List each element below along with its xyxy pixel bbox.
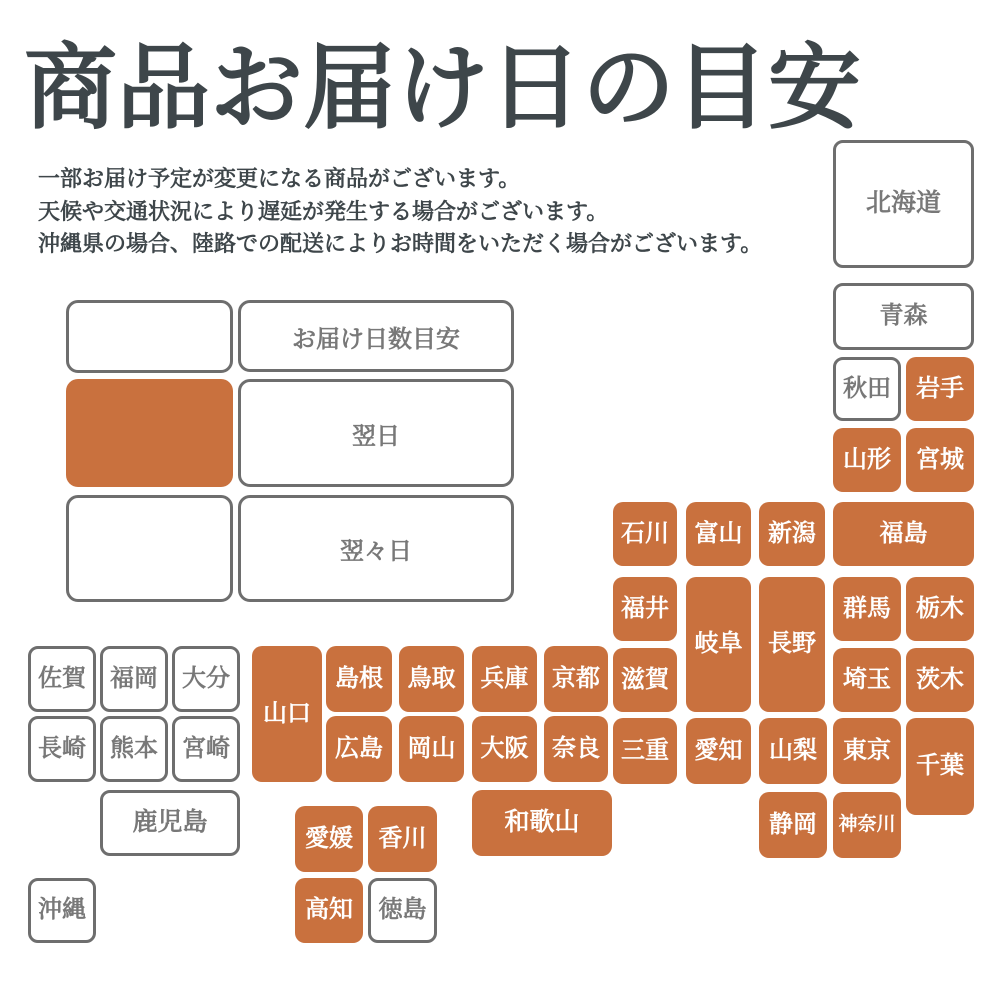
prefecture-box [28, 716, 96, 782]
prefecture-box [472, 716, 537, 782]
prefecture-box [613, 502, 677, 566]
prefecture-box [833, 648, 901, 712]
prefecture-label: 滋賀 [621, 665, 669, 693]
prefecture-label: 愛媛 [305, 824, 353, 852]
prefecture-label: 大阪 [480, 734, 529, 762]
prefecture-label: 静岡 [769, 810, 817, 838]
prefecture-label: 高知 [305, 896, 353, 924]
prefecture-label: 福島 [879, 519, 928, 547]
prefecture-box [833, 502, 974, 566]
prefecture-label: 千葉 [916, 752, 964, 780]
prefecture-box [833, 357, 901, 421]
prefecture-label: 石川 [621, 519, 669, 547]
prefecture-label: 栃木 [916, 594, 964, 622]
prefecture-box [906, 648, 974, 712]
prefecture-label: 富山 [694, 519, 743, 547]
prefecture-box [613, 718, 677, 784]
prefecture-label: 鳥取 [407, 664, 456, 692]
prefecture-label: 広島 [335, 734, 383, 762]
prefecture-label: 新潟 [768, 519, 816, 547]
prefecture-label: 山梨 [769, 736, 817, 764]
prefecture-label: 群馬 [843, 594, 891, 622]
legend-next-day-label: 翌日 [352, 422, 400, 450]
prefecture-label: 徳島 [378, 896, 427, 924]
prefecture-box [833, 428, 901, 492]
prefecture-label: 岐阜 [694, 630, 743, 658]
prefecture-box [906, 718, 974, 815]
prefecture-box [100, 790, 240, 856]
prefecture-box [399, 716, 464, 782]
note-line-1: 一部お届け予定が変更になる商品がございます。 [38, 166, 521, 191]
prefecture-label: 埼玉 [843, 665, 891, 693]
prefecture-box [172, 646, 240, 712]
prefecture-label: 熊本 [110, 734, 158, 762]
prefecture-box [759, 502, 825, 566]
prefecture-label: 香川 [378, 824, 427, 852]
prefecture-box [686, 577, 751, 712]
prefecture-box [833, 283, 974, 350]
prefecture-box [759, 718, 827, 784]
prefecture-label: 神奈川 [838, 813, 896, 835]
prefecture-label: 島根 [335, 664, 383, 692]
prefecture-box [686, 718, 751, 784]
prefecture-label: 福岡 [110, 664, 158, 692]
prefecture-label: 長野 [768, 630, 816, 658]
prefecture-box [833, 577, 901, 641]
prefecture-label: 鹿児島 [132, 808, 208, 837]
note-line-2: 天候や交通状況により遅延が発生する場合がございます。 [38, 198, 609, 224]
prefecture-box [368, 878, 437, 943]
prefecture-box [472, 790, 612, 856]
prefecture-label: 和歌山 [504, 808, 580, 837]
prefecture-label: 青森 [879, 302, 928, 330]
prefecture-box [28, 646, 96, 712]
prefecture-label: 三重 [621, 736, 669, 764]
prefecture-box [686, 502, 751, 566]
prefecture-box [100, 716, 168, 782]
prefecture-label: 長崎 [38, 734, 86, 762]
prefecture-label: 兵庫 [480, 664, 529, 692]
prefecture-box [833, 140, 974, 268]
prefecture-box [252, 646, 322, 782]
prefecture-label: 京都 [552, 664, 600, 692]
legend-header-label: お届け日数目安 [292, 325, 460, 353]
prefecture-box [613, 648, 677, 712]
prefecture-box [613, 577, 677, 641]
prefecture-label: 東京 [843, 736, 891, 764]
prefecture-label: 奈良 [552, 734, 600, 762]
note-line-3: 沖縄県の場合、陸路での配送によりお時間をいただく場合がございます。 [38, 231, 763, 256]
prefecture-box [906, 357, 974, 421]
prefecture-box [295, 806, 363, 872]
prefecture-label: 宮城 [916, 445, 964, 473]
prefecture-box [399, 646, 464, 712]
prefecture-label: 山形 [843, 445, 891, 473]
prefecture-label: 岩手 [916, 374, 964, 402]
prefecture-box [326, 716, 392, 782]
prefecture-box [906, 577, 974, 641]
prefecture-box [833, 718, 901, 784]
prefecture-box [100, 646, 168, 712]
prefecture-box [759, 792, 827, 858]
prefecture-label: 沖縄 [38, 896, 86, 924]
prefecture-box [544, 646, 608, 712]
prefecture-label: 愛知 [694, 736, 743, 764]
prefecture-box [28, 878, 96, 943]
prefecture-box [472, 646, 537, 712]
prefecture-label: 大分 [182, 664, 230, 692]
legend-two-days-label: 翌々日 [340, 538, 412, 565]
prefecture-box [833, 792, 901, 858]
prefecture-box [906, 428, 974, 492]
prefecture-box [544, 716, 608, 782]
page-title: 商品お届け日の目安 [24, 36, 861, 140]
prefecture-box [759, 577, 825, 712]
prefecture-box [326, 646, 392, 712]
prefecture-label: 山口 [263, 699, 311, 727]
prefecture-box [368, 806, 437, 872]
prefecture-box [295, 878, 363, 943]
prefecture-label: 福井 [621, 594, 669, 622]
prefecture-label: 茨木 [916, 665, 964, 693]
prefecture-label: 北海道 [865, 189, 941, 218]
prefecture-box [172, 716, 240, 782]
prefecture-label: 秋田 [843, 374, 891, 402]
prefecture-label: 佐賀 [38, 664, 86, 692]
prefecture-label: 宮崎 [182, 734, 230, 762]
prefecture-label: 岡山 [407, 734, 456, 762]
